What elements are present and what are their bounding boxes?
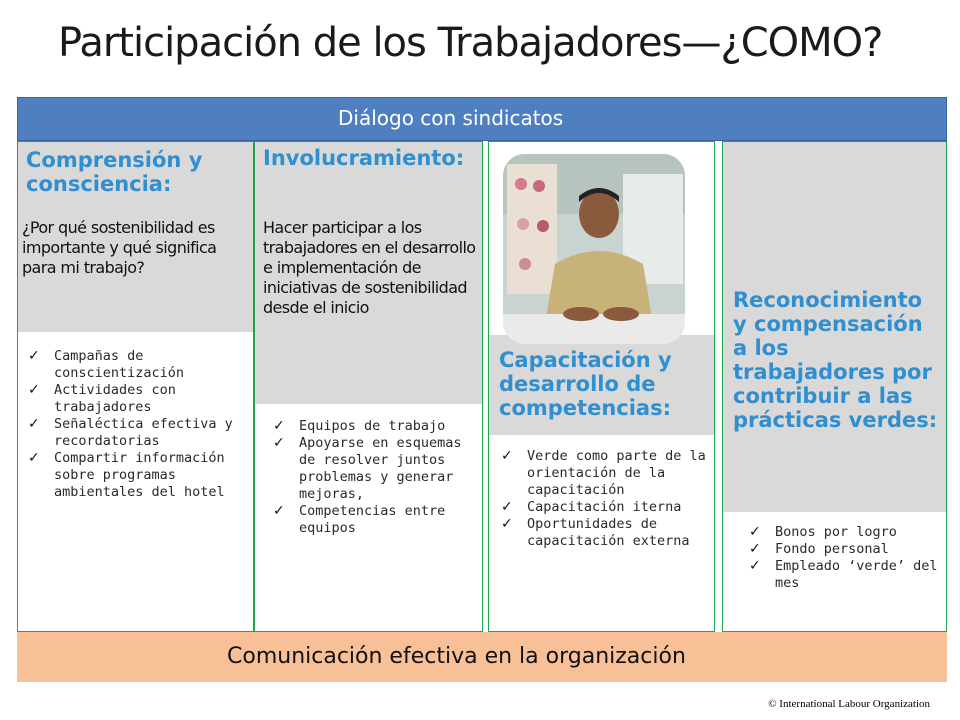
check-icon: ✓ xyxy=(501,499,513,515)
list-item: ✓ Apoyarse en esquemas de resolver juntos problemas y generar mejoras, xyxy=(273,435,462,502)
check-icon: ✓ xyxy=(28,416,40,432)
check-icon: ✓ xyxy=(749,558,761,574)
column-involucramiento xyxy=(254,141,483,632)
checklist xyxy=(273,418,473,537)
column-heading: Involucramiento: xyxy=(263,146,465,170)
worker-photo xyxy=(503,154,685,344)
check-icon: ✓ xyxy=(749,524,761,540)
column-capacitacion xyxy=(488,141,715,632)
column-body: ¿Por qué sostenibilidad es importante y qué significa para mi trabajo? xyxy=(22,218,217,277)
check-icon: ✓ xyxy=(28,450,40,466)
column-reconocimiento xyxy=(722,141,947,632)
column-heading: Reconocimiento y compensación a los trabajadores por contribuir a las prácticas verdes: xyxy=(733,288,938,432)
check-icon: ✓ xyxy=(749,541,761,557)
check-icon: ✓ xyxy=(28,382,40,398)
checklist xyxy=(749,524,944,592)
column-heading: Capacitación y desarrollo de competencias: xyxy=(499,348,672,420)
footer-banner xyxy=(17,632,947,682)
list-item: ✓ Compartir información sobre programas ambientales del hotel xyxy=(28,450,225,500)
list-item: ✓ Fondo personal xyxy=(749,541,889,557)
check-icon: ✓ xyxy=(273,503,285,519)
footer-label: Comunicación efectiva en la organización xyxy=(227,644,686,669)
column-heading: Comprensión y consciencia: xyxy=(26,148,203,196)
list-item: ✓ Bonos por logro xyxy=(749,524,897,540)
list-item: ✓ Equipos de trabajo xyxy=(273,418,446,434)
check-icon: ✓ xyxy=(501,448,513,464)
page-title: Participación de los Trabajadores—¿COMO? xyxy=(58,20,883,66)
check-icon: ✓ xyxy=(28,348,40,364)
worker-photo-illustration xyxy=(503,154,685,344)
copyright-notice: © International Labour Organization xyxy=(768,698,930,710)
list-item: ✓ Actividades con trabajadores xyxy=(28,382,176,415)
banner-label: Diálogo con sindicatos xyxy=(338,106,564,130)
checklist xyxy=(28,348,238,501)
list-item: ✓ Verde como parte de la orientación de la capacitación xyxy=(501,448,706,498)
list-item: ✓ Empleado ‘verde’ del mes xyxy=(749,558,938,591)
check-icon: ✓ xyxy=(273,435,285,451)
column-comprension xyxy=(17,141,254,632)
column-body: Hacer participar a los trabajadores en el desarrollo e implementación de iniciativas de sostenibilidad desde el inicio xyxy=(263,218,476,317)
checklist xyxy=(501,448,706,550)
list-item: ✓ Competencias entre equipos xyxy=(273,503,446,536)
list-item: ✓ Señaléctica efectiva y recordatorias xyxy=(28,416,233,449)
list-item: ✓ Oportunidades de capacitación externa xyxy=(501,516,690,549)
check-icon: ✓ xyxy=(273,418,285,434)
check-icon: ✓ xyxy=(501,516,513,532)
banner-dialogo xyxy=(17,97,947,141)
list-item: ✓ Capacitación iterna xyxy=(501,499,682,515)
list-item: ✓ Campañas de conscientización xyxy=(28,348,185,381)
